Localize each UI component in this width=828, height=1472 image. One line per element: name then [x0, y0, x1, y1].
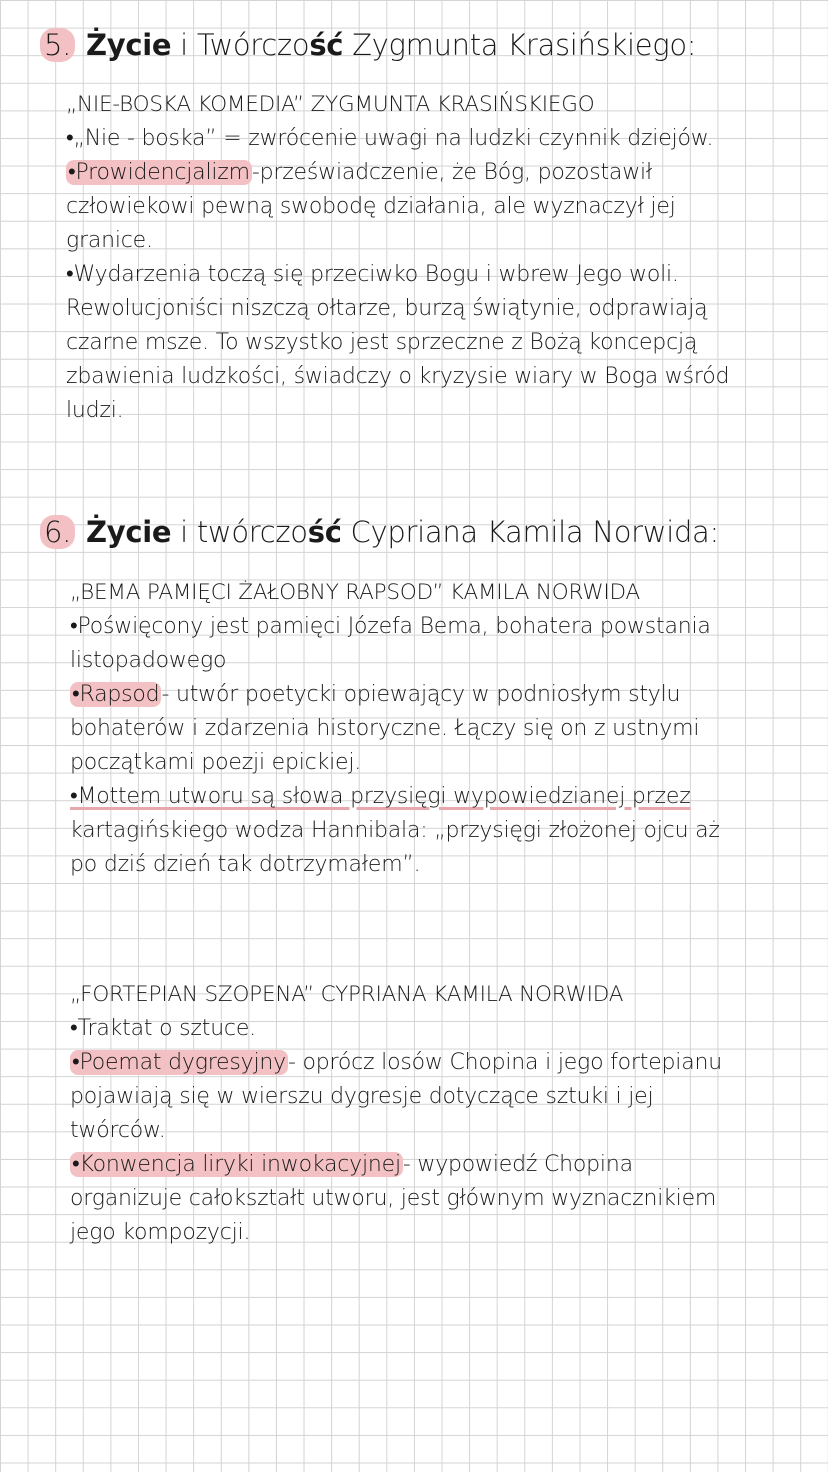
list-item: •„Nie - boska” = zwrócenie uwagi na ludzki czynnik dziejów.: [66, 126, 714, 151]
section-5-body: [66, 88, 729, 428]
list-item: ludzi.: [66, 398, 124, 423]
list-item: twórców.: [70, 1118, 166, 1143]
list-item: pojawiają się w wierszu dygresje dotyczące sztuki i jej: [70, 1084, 654, 1109]
list-item: bohaterów i zdarzenia historyczne. Łączy się on z ustnymi: [70, 716, 700, 741]
list-item: •Poświęcony jest pamięci Józefa Bema, bohatera powstania: [70, 614, 711, 639]
list-item: organizuje całokształt utworu, jest głównym wyznacznikiem: [70, 1186, 717, 1211]
list-item: zbawienia ludzkości, świadczy o kryzysie wiary w Boga wśród: [66, 364, 730, 389]
list-item: •Konwencja liryki inwokacyjnej- wypowiedź Chopina: [72, 1152, 633, 1177]
list-item: •Wydarzenia toczą się przeciwko Bogu i wbrew Jego woli.: [66, 262, 679, 287]
section-6-heading: 6. Życie i twórczość Cypriana Kamila Norwida:: [40, 515, 719, 549]
list-item: człowiekowi pewną swobodę działania, ale wyznaczył jej: [66, 194, 676, 219]
list-item: •Rapsod- utwór poetycki opiewający w podniosłym stylu: [72, 682, 681, 707]
highlight-term: •Poemat dygresyjny: [72, 1050, 286, 1075]
section-5-number: 5.: [40, 28, 75, 62]
work-title-nie-boska: „NIE-BOSKA KOMEDIA” ZYGMUNTA KRASIŃSKIEGO: [66, 92, 595, 117]
list-item: początkami poezji epickiej.: [70, 750, 362, 775]
list-item: kartagińskiego wodza Hannibala: „przysięgi złożonej ojcu aż: [70, 818, 720, 843]
list-item: po dziś dzień tak dotrzymałem”.: [70, 852, 421, 877]
highlight-term: •Rapsod: [72, 682, 160, 707]
list-item: Rewolucjoniści niszczą ołtarze, burzą świątynie, odprawiają: [66, 296, 708, 321]
list-item: •Traktat o sztuce.: [70, 1016, 256, 1041]
section-5-heading: 5. Życie i Twórczość Zygmunta Krasińskiego:: [40, 28, 696, 62]
list-item: •Poemat dygresyjny- oprócz losów Chopina i jego fortepianu: [72, 1050, 722, 1075]
highlight-term: •Prowidencjalizm: [68, 160, 250, 185]
section-6-number: 6.: [40, 515, 75, 549]
work-title-fortepian: „FORTEPIAN SZOPENA” CYPRIANA KAMILA NORWIDA: [70, 982, 624, 1007]
list-item: jego kompozycji.: [70, 1220, 251, 1245]
list-item: listopadowego: [70, 648, 227, 673]
list-item: granice.: [66, 228, 153, 253]
section-6-fortepian: [70, 978, 722, 1250]
highlight-term: •Konwencja liryki inwokacyjnej: [72, 1152, 401, 1177]
work-title-bema: „BEMA PAMIĘCI ŻAŁOBNY RAPSOD” KAMILA NORWIDA: [70, 580, 641, 605]
list-item: •Mottem utworu są słowa przysięgi wypowiedzianej przez: [70, 784, 691, 809]
list-item: •Prowidencjalizm-przeświadczenie, że Bóg, pozostawił: [68, 160, 652, 185]
list-item: czarne msze. To wszystko jest sprzeczne z Bożą koncepcją: [66, 330, 698, 355]
section-6-bema: [70, 576, 720, 882]
